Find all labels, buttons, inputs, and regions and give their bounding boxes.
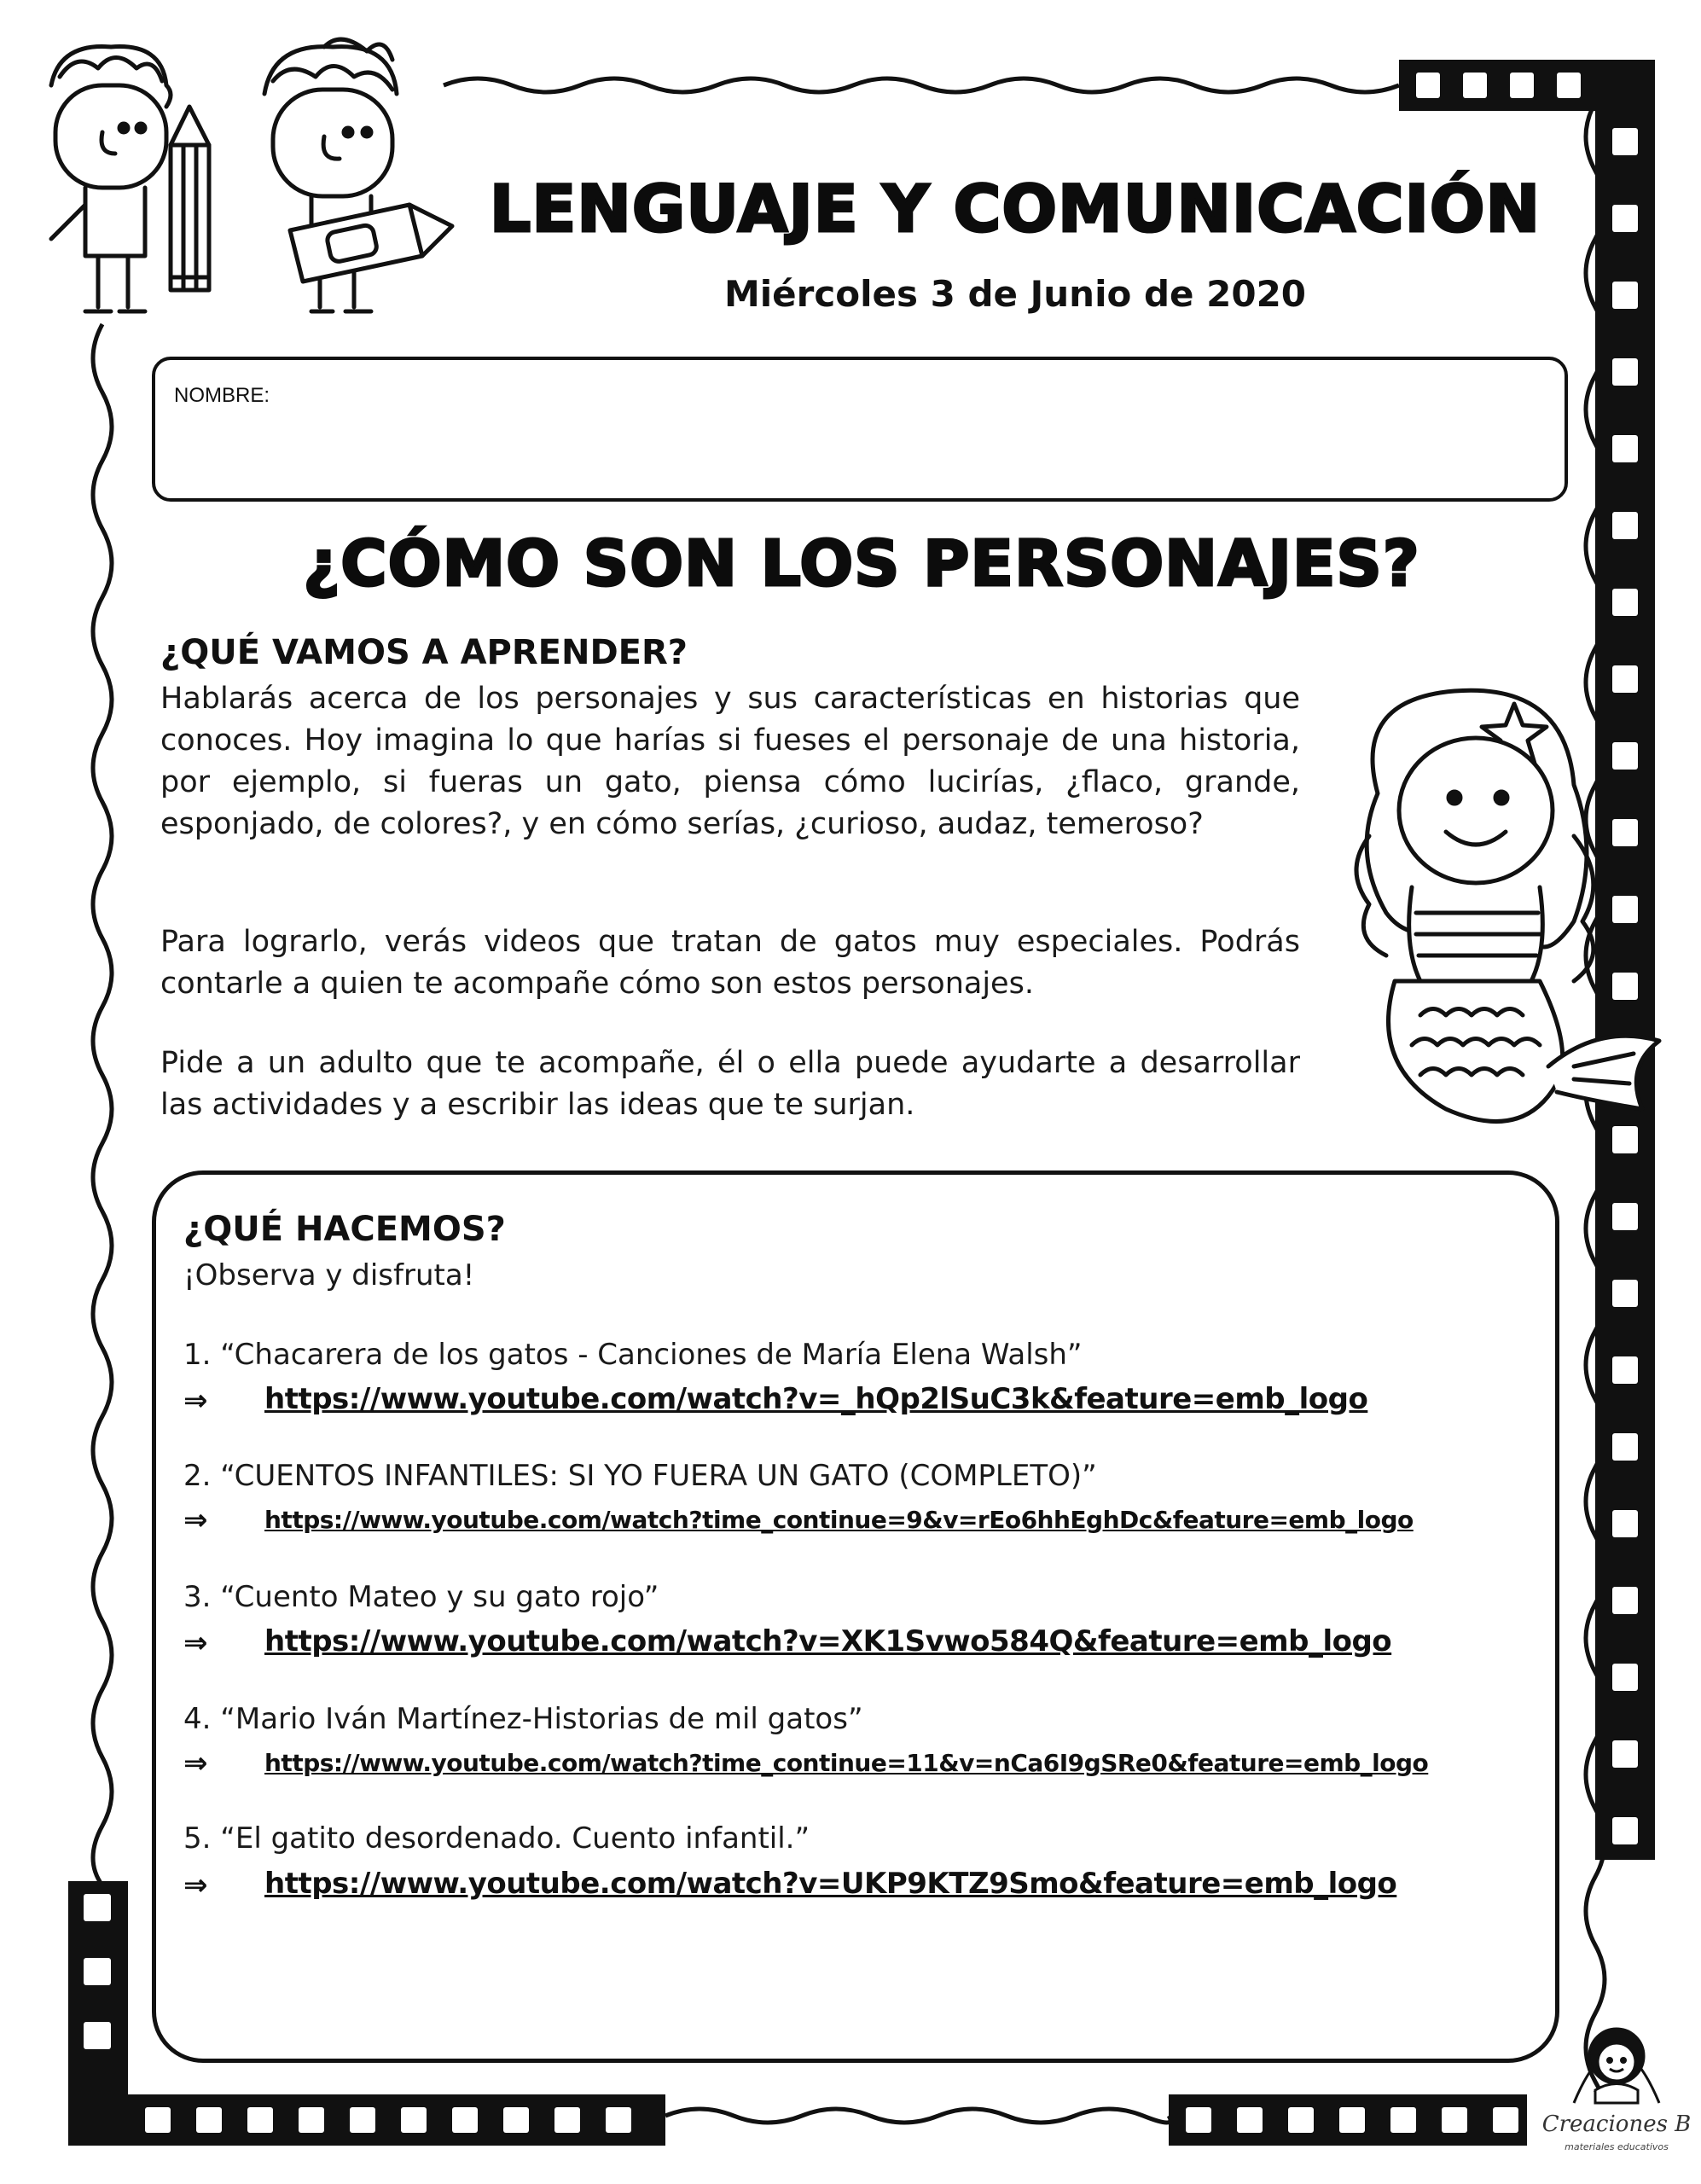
film-hole [1390,2107,1416,2133]
activities-subheading: ¡Observa y disfruta! [183,1258,475,1292]
activities-heading: ¿QUÉ HACEMOS? [183,1210,506,1249]
film-hole [196,2107,222,2133]
film-hole [1612,1817,1638,1844]
film-hole [1442,2107,1467,2133]
film-hole [1288,2107,1314,2133]
film-hole [1612,1356,1638,1384]
learn-heading: ¿QUÉ VAMOS A APRENDER? [160,633,688,672]
film-hole [401,2107,427,2133]
boy-with-pencil-icon [17,34,247,324]
name-label: NOMBRE: [174,384,270,407]
film-hole [503,2107,529,2133]
film-hole [247,2107,273,2133]
film-hole [1612,1433,1638,1461]
video-link-1[interactable]: https://www.youtube.com/watch?v=_hQp2lSuC3k&feature=emb_logo [264,1382,1368,1416]
video-title-4: 4. “Mario Iván Martínez-Historias de mil gatos” [183,1702,863,1736]
lesson-date: Miércoles 3 de Junio de 2020 [723,273,1307,315]
film-hole [1612,1203,1638,1230]
film-hole [1612,1587,1638,1614]
film-hole [84,2022,111,2049]
film-hole [1237,2107,1263,2133]
film-hole [84,1894,111,1921]
video-title-2: 2. “CUENTOS INFANTILES: SI YO FUERA UN GATO (COMPLETO)” [183,1459,1097,1493]
video-title-3: 3. “Cuento Mateo y su gato rojo” [183,1580,659,1614]
video-title-5: 5. “El gatito desordenado. Cuento infantil.” [183,1821,810,1856]
arrow-icon: ⇒ [183,1503,208,1537]
film-hole [145,2107,171,2133]
film-hole [1612,1740,1638,1768]
film-hole [1493,2107,1518,2133]
film-hole [1612,1280,1638,1307]
film-hole [452,2107,478,2133]
film-hole [1612,435,1638,462]
film-hole [1510,73,1534,98]
film-hole [1612,1510,1638,1537]
learn-paragraph-2: Para lograrlo, verás videos que tratan de gatos muy especiales. Podrás contarle a quien te acompañe cómo son estos personajes. [160,925,1300,1001]
name-field[interactable] [152,357,1568,502]
video-link-5[interactable]: https://www.youtube.com/watch?v=UKP9KTZ9Smo&feature=emb_logo [264,1867,1397,1901]
film-hole [1186,2107,1211,2133]
video-link-4[interactable]: https://www.youtube.com/watch?time_continue=11&v=nCa6I9gSRe0&feature=emb_logo [264,1749,1429,1777]
arrow-icon: ⇒ [183,1626,208,1660]
mermaid-icon [1318,665,1676,1143]
film-hole [1612,205,1638,232]
film-hole [1612,128,1638,155]
video-link-3[interactable]: https://www.youtube.com/watch?v=XK1Svwo584Q&feature=emb_logo [264,1624,1392,1658]
film-hole [554,2107,580,2133]
film-hole [1612,282,1638,309]
arrow-icon: ⇒ [183,1746,208,1780]
brand-name: Creaciones B [1541,2111,1692,2137]
film-hole [1612,589,1638,616]
film-hole [1612,512,1638,539]
arrow-icon: ⇒ [183,1868,208,1902]
video-link-2[interactable]: https://www.youtube.com/watch?time_continue=9&v=rEo6hhEghDc&feature=emb_logo [264,1506,1414,1534]
film-hole [606,2107,631,2133]
film-hole [1339,2107,1365,2133]
brand-logo-icon [1565,2009,1668,2111]
film-strip-bottom-right [1169,2094,1527,2146]
film-hole [350,2107,375,2133]
learn-paragraph-1: Hablarás acerca de los personajes y sus características en historias que conoces. Hoy imagina lo que harías si fueses el personaje de una historia, por ejemplo, si fueras un gato, piensa cómo lucirías, ¿flaco, grande, esponjado, de colores?, y en cómo serías, ¿curioso, audaz, temeroso? [160,682,1300,841]
film-hole [1612,358,1638,386]
activities-box [152,1170,1559,2063]
lesson-title: ¿CÓMO SON LOS PERSONAJES? [303,527,1420,601]
film-hole [1557,73,1581,98]
film-hole [1612,1664,1638,1691]
film-hole [84,1958,111,1985]
subject-title: LENGUAJE Y COMUNICACIÓN [489,171,1541,247]
film-hole [1416,73,1440,98]
girl-with-crayon-icon [239,34,486,324]
arrow-icon: ⇒ [183,1384,208,1418]
film-hole [1463,73,1487,98]
video-title-1: 1. “Chacarera de los gatos - Canciones de María Elena Walsh” [183,1338,1083,1372]
film-hole [299,2107,324,2133]
brand-tagline: materiales educativos [1565,2141,1669,2152]
learn-paragraph-3: Pide a un adulto que te acompañe, él o ella puede ayudarte a desarrollar las actividades y a escribir las ideas que te surjan. [160,1046,1300,1122]
